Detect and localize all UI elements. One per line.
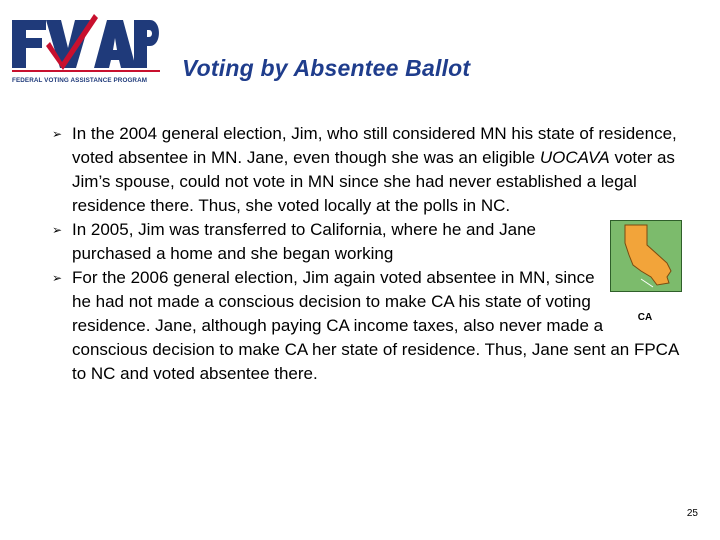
page-number: 25 — [686, 508, 698, 519]
bullet-item-3 — [52, 266, 682, 386]
uocava-term: UOCAVA — [539, 148, 610, 167]
slide-title: Voting by Absentee Ballot — [182, 55, 471, 81]
bullet-list — [52, 122, 682, 386]
bullet-text-1: In the 2004 general election, Jim, who still considered MN his state of residence, voted absentee in MN. Jane, even though she was an eligible UOCAVA voter as Jim’s spouse, could not vote in MN since she had never established a legal residence there. Thus, she voted locally at the polls in NC. — [72, 124, 677, 215]
logo-subtitle: FEDERAL VOTING ASSISTANCE PROGRAM — [12, 77, 148, 84]
bullet-text-2: In 2005, Jim was transferred to California, where he and Jane purchased a home and she began working — [72, 220, 536, 263]
fvap-logo — [10, 12, 162, 86]
fvap-logo-mark — [10, 12, 162, 74]
arrowhead-bullet-icon: ➢ — [52, 127, 63, 141]
bullet-item-1 — [52, 122, 682, 218]
bullet-text-3: For the 2006 general election, Jim again voted absentee in MN, since he had not made a conscious decision to make CA his state of voting residence. Jane, although paying CA income taxes, also never made a conscious decision to make CA her state of residence. Thus, Jane sent an FPCA to NC and voted absentee there. — [72, 268, 679, 383]
arrowhead-bullet-icon: ➢ — [52, 223, 63, 237]
arrowhead-bullet-icon: ➢ — [52, 271, 63, 285]
map-label: CA — [637, 312, 653, 323]
bullet-item-2 — [52, 218, 682, 323]
